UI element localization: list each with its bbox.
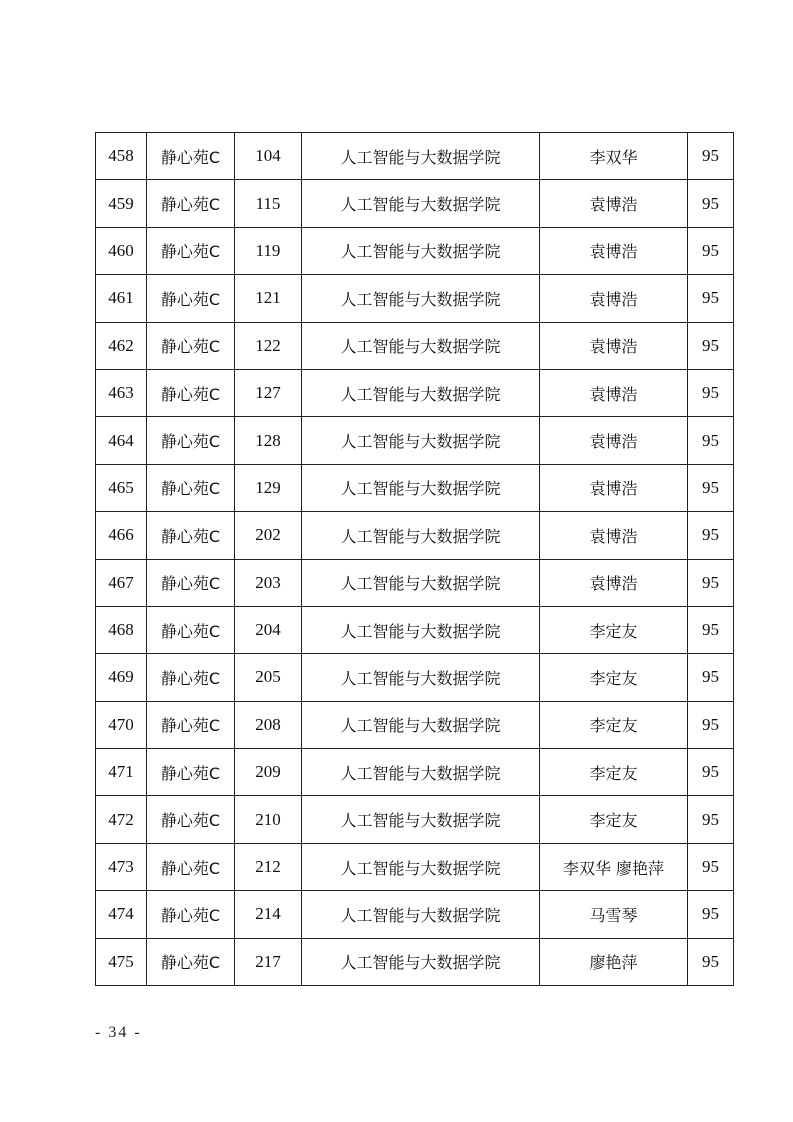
- counselor-cell: 袁博浩: [540, 322, 688, 369]
- row-number-cell: 467: [96, 559, 147, 606]
- room-cell: 210: [235, 796, 302, 843]
- building-cell: 静心苑C: [147, 180, 235, 227]
- table-row: [96, 322, 734, 369]
- table-row: [96, 369, 734, 416]
- counselor-cell: 李定友: [540, 749, 688, 796]
- row-number-cell: 468: [96, 606, 147, 653]
- building-cell: 静心苑C: [147, 891, 235, 938]
- room-cell: 205: [235, 654, 302, 701]
- row-number-cell: 474: [96, 891, 147, 938]
- counselor-cell: 袁博浩: [540, 180, 688, 227]
- college-cell: 人工智能与大数据学院: [302, 654, 540, 701]
- room-cell: 104: [235, 133, 302, 180]
- row-number-cell: 466: [96, 512, 147, 559]
- building-cell: 静心苑C: [147, 369, 235, 416]
- score-cell: 95: [688, 512, 734, 559]
- row-number-cell: 469: [96, 654, 147, 701]
- row-number-cell: 463: [96, 369, 147, 416]
- table-row: [96, 559, 734, 606]
- table-row: [96, 796, 734, 843]
- row-number-cell: 472: [96, 796, 147, 843]
- building-cell: 静心苑C: [147, 559, 235, 606]
- score-cell: 95: [688, 796, 734, 843]
- score-cell: 95: [688, 654, 734, 701]
- score-cell: 95: [688, 369, 734, 416]
- room-cell: 127: [235, 369, 302, 416]
- counselor-cell: 李定友: [540, 606, 688, 653]
- table-row: [96, 654, 734, 701]
- row-number-cell: 470: [96, 701, 147, 748]
- score-cell: 95: [688, 275, 734, 322]
- college-cell: 人工智能与大数据学院: [302, 464, 540, 511]
- score-cell: 95: [688, 133, 734, 180]
- counselor-cell: 袁博浩: [540, 227, 688, 274]
- score-cell: 95: [688, 891, 734, 938]
- counselor-cell: 李双华: [540, 133, 688, 180]
- score-cell: 95: [688, 322, 734, 369]
- score-cell: 95: [688, 701, 734, 748]
- college-cell: 人工智能与大数据学院: [302, 701, 540, 748]
- college-cell: 人工智能与大数据学院: [302, 891, 540, 938]
- row-number-cell: 465: [96, 464, 147, 511]
- room-cell: 212: [235, 843, 302, 890]
- building-cell: 静心苑C: [147, 606, 235, 653]
- counselor-cell: 袁博浩: [540, 512, 688, 559]
- room-cell: 214: [235, 891, 302, 938]
- room-cell: 121: [235, 275, 302, 322]
- building-cell: 静心苑C: [147, 227, 235, 274]
- score-cell: 95: [688, 227, 734, 274]
- room-cell: 128: [235, 417, 302, 464]
- counselor-cell: 李定友: [540, 701, 688, 748]
- score-cell: 95: [688, 180, 734, 227]
- score-cell: 95: [688, 843, 734, 890]
- table-row: [96, 701, 734, 748]
- building-cell: 静心苑C: [147, 796, 235, 843]
- college-cell: 人工智能与大数据学院: [302, 796, 540, 843]
- college-cell: 人工智能与大数据学院: [302, 227, 540, 274]
- college-cell: 人工智能与大数据学院: [302, 606, 540, 653]
- building-cell: 静心苑C: [147, 843, 235, 890]
- counselor-cell: 廖艳萍: [540, 938, 688, 985]
- room-cell: 115: [235, 180, 302, 227]
- college-cell: 人工智能与大数据学院: [302, 417, 540, 464]
- college-cell: 人工智能与大数据学院: [302, 512, 540, 559]
- building-cell: 静心苑C: [147, 701, 235, 748]
- table-row: [96, 417, 734, 464]
- table-row: [96, 512, 734, 559]
- row-number-cell: 460: [96, 227, 147, 274]
- score-cell: 95: [688, 606, 734, 653]
- table-row: [96, 133, 734, 180]
- college-cell: 人工智能与大数据学院: [302, 275, 540, 322]
- college-cell: 人工智能与大数据学院: [302, 180, 540, 227]
- score-cell: 95: [688, 464, 734, 511]
- table-row: [96, 227, 734, 274]
- dormitory-score-table: [95, 132, 734, 986]
- score-cell: 95: [688, 938, 734, 985]
- table-row: [96, 843, 734, 890]
- counselor-cell: 袁博浩: [540, 464, 688, 511]
- counselor-cell: 李双华 廖艳萍: [540, 843, 688, 890]
- building-cell: 静心苑C: [147, 322, 235, 369]
- room-cell: 203: [235, 559, 302, 606]
- college-cell: 人工智能与大数据学院: [302, 843, 540, 890]
- counselor-cell: 马雪琴: [540, 891, 688, 938]
- score-cell: 95: [688, 559, 734, 606]
- building-cell: 静心苑C: [147, 512, 235, 559]
- building-cell: 静心苑C: [147, 275, 235, 322]
- counselor-cell: 李定友: [540, 796, 688, 843]
- counselor-cell: 袁博浩: [540, 559, 688, 606]
- building-cell: 静心苑C: [147, 749, 235, 796]
- row-number-cell: 473: [96, 843, 147, 890]
- row-number-cell: 471: [96, 749, 147, 796]
- building-cell: 静心苑C: [147, 464, 235, 511]
- row-number-cell: 475: [96, 938, 147, 985]
- room-cell: 204: [235, 606, 302, 653]
- table-row: [96, 938, 734, 985]
- room-cell: 202: [235, 512, 302, 559]
- counselor-cell: 袁博浩: [540, 417, 688, 464]
- row-number-cell: 459: [96, 180, 147, 227]
- room-cell: 119: [235, 227, 302, 274]
- row-number-cell: 458: [96, 133, 147, 180]
- table-row: [96, 464, 734, 511]
- row-number-cell: 461: [96, 275, 147, 322]
- table-row: [96, 606, 734, 653]
- table-body: [96, 133, 734, 986]
- building-cell: 静心苑C: [147, 133, 235, 180]
- room-cell: 217: [235, 938, 302, 985]
- table-row: [96, 180, 734, 227]
- room-cell: 209: [235, 749, 302, 796]
- college-cell: 人工智能与大数据学院: [302, 369, 540, 416]
- dormitory-score-table-container: [95, 132, 733, 986]
- college-cell: 人工智能与大数据学院: [302, 559, 540, 606]
- room-cell: 208: [235, 701, 302, 748]
- counselor-cell: 袁博浩: [540, 369, 688, 416]
- college-cell: 人工智能与大数据学院: [302, 322, 540, 369]
- row-number-cell: 462: [96, 322, 147, 369]
- table-row: [96, 749, 734, 796]
- page-number: - 34 -: [95, 1024, 142, 1041]
- room-cell: 129: [235, 464, 302, 511]
- row-number-cell: 464: [96, 417, 147, 464]
- score-cell: 95: [688, 749, 734, 796]
- building-cell: 静心苑C: [147, 938, 235, 985]
- college-cell: 人工智能与大数据学院: [302, 133, 540, 180]
- room-cell: 122: [235, 322, 302, 369]
- counselor-cell: 袁博浩: [540, 275, 688, 322]
- college-cell: 人工智能与大数据学院: [302, 938, 540, 985]
- building-cell: 静心苑C: [147, 417, 235, 464]
- building-cell: 静心苑C: [147, 654, 235, 701]
- table-row: [96, 891, 734, 938]
- college-cell: 人工智能与大数据学院: [302, 749, 540, 796]
- score-cell: 95: [688, 417, 734, 464]
- table-row: [96, 275, 734, 322]
- counselor-cell: 李定友: [540, 654, 688, 701]
